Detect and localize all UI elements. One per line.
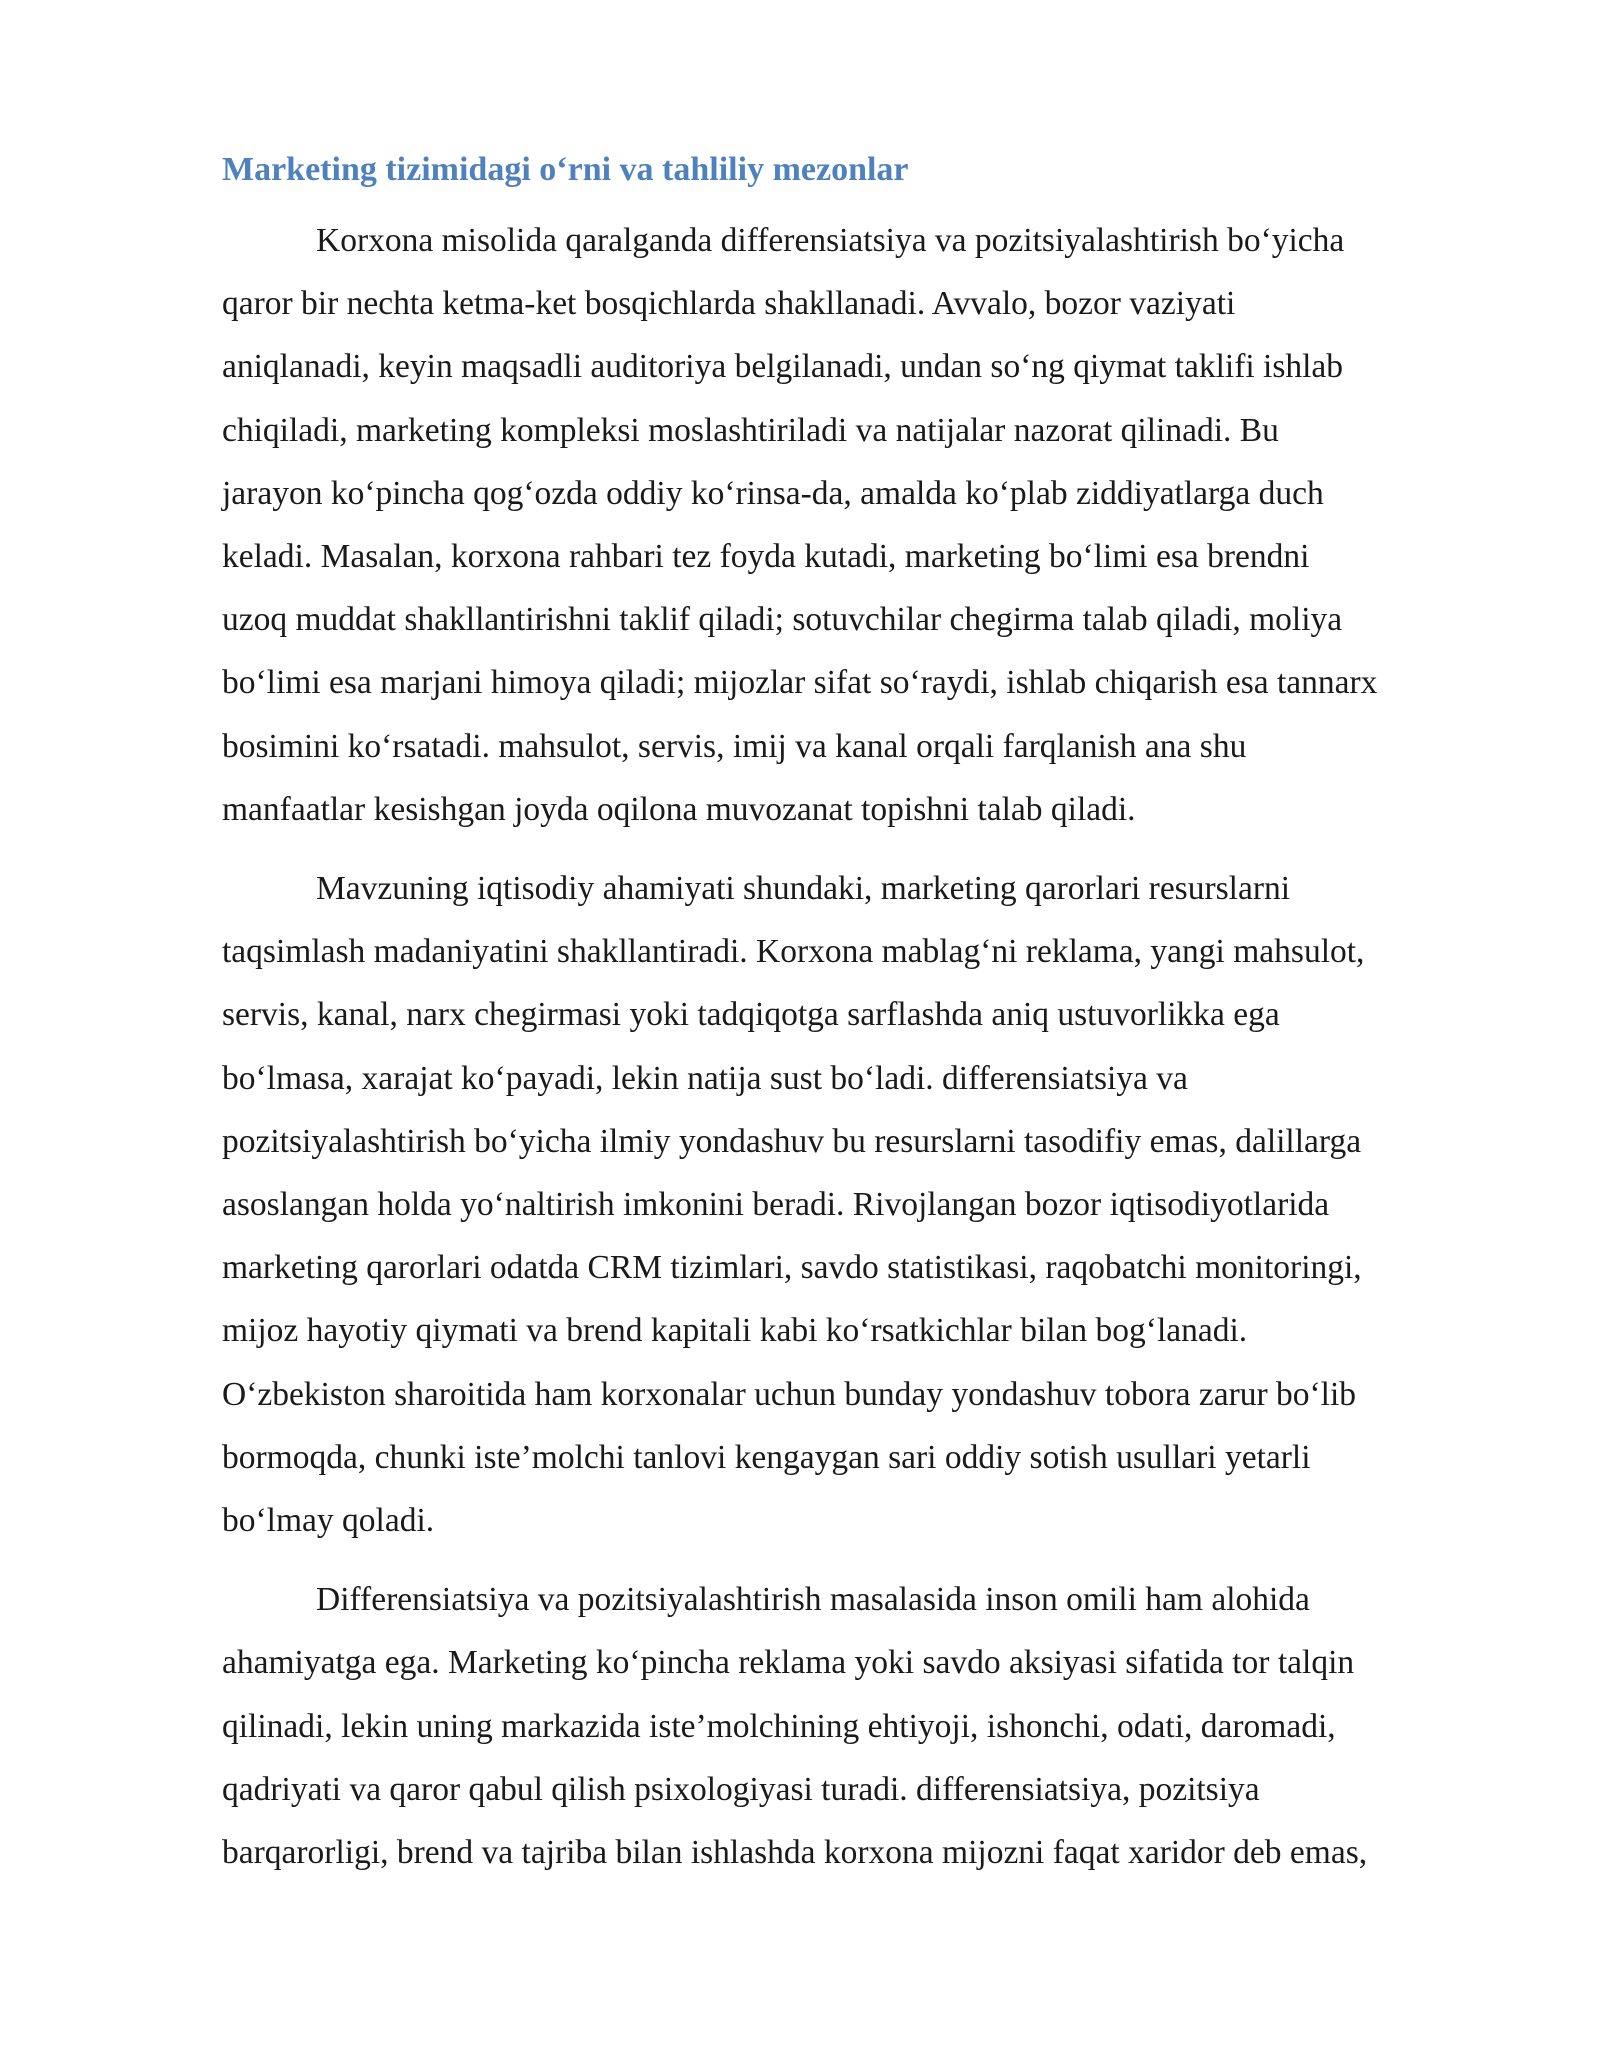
paragraph-line: mijoz hayotiy qiymati va brend kapitali kabi ko‘rsatkichlar bilan bog‘lanadi. [222,1312,1248,1350]
paragraph-line: qaror bir nechta ketma-ket bosqichlarda shakllanadi. Avvalo, bozor vaziyati [222,285,1236,323]
paragraph-line: uzoq muddat shakllantirishni taklif qiladi; sotuvchilar chegirma talab qiladi, moliya [222,601,1343,639]
paragraph-line: jarayon ko‘pincha qog‘ozda oddiy ko‘rinsa-da, amalda ko‘plab ziddiyatlarga duch [222,474,1324,512]
paragraph-line: taqsimlash madaniyatini shakllantiradi. Korxona mablag‘ni reklama, yangi mahsulot, [222,933,1365,971]
paragraph-line: marketing qarorlari odatda CRM tizimlari, savdo statistikasi, raqobatchi monitoringi, [222,1249,1362,1287]
paragraph-line: qadriyati va qaror qabul qilish psixologiyasi turadi. differensiatsiya, pozitsiya [222,1770,1260,1808]
paragraph-line: bo‘lmay qoladi. [222,1502,435,1540]
paragraph-line: barqarorligi, brend va tajriba bilan ishlashda korxona mijozni faqat xaridor deb emas, [222,1834,1368,1872]
paragraph-line: servis, kanal, narx chegirmasi yoki tadqiqotga sarflashda aniq ustuvorlikka ega [222,996,1280,1034]
paragraph-line: chiqiladi, marketing kompleksi moslashtiriladi va natijalar nazorat qilinadi. Bu [222,411,1279,449]
paragraph-line: bosimini ko‘rsatadi. mahsulot, servis, imij va kanal orqali farqlanish ana shu [222,727,1247,765]
paragraph-line: bo‘lmasa, xarajat ko‘payadi, lekin natija sust bo‘ladi. differensiatsiya va [222,1059,1188,1097]
paragraph-line: bo‘limi esa marjani himoya qiladi; mijozlar sifat so‘raydi, ishlab chiqarish esa tannarx [222,664,1378,702]
paragraph-container [222,209,1486,1884]
section-heading: Marketing tizimidagi o‘rni va tahliliy mezonlar [222,151,909,188]
paragraph-line: aniqlanadi, keyin maqsadli auditoriya belgilanadi, undan so‘ng qiymat taklifi ishlab [222,348,1344,386]
paragraph-line: Korxona misolida qaralganda differensiatsiya va pozitsiyalashtirish bo‘yicha [316,222,1345,259]
paragraph-line: keladi. Masalan, korxona rahbari tez foyda kutadi, marketing bo‘limi esa brendni [222,538,1310,576]
body-paragraph [222,209,1486,841]
paragraph-line: ahamiyatga ega. Marketing ko‘pincha reklama yoki savdo aksiyasi sifatida tor talqin [222,1644,1355,1682]
paragraph-line: asoslangan holda yo‘naltirish imkonini beradi. Rivojlangan bozor iqtisodiyotlarida [222,1186,1330,1224]
body-paragraph [222,857,1486,1552]
paragraph-line: manfaatlar kesishgan joyda oqilona muvozanat topishni talab qiladi. [222,790,1136,828]
paragraph-line: Mavzuning iqtisodiy ahamiyati shundaki, marketing qarorlari resurslarni [316,870,1291,908]
body-paragraph [222,1568,1486,1884]
document-body [222,146,1486,1900]
paragraph-line: Differensiatsiya va pozitsiyalashtirish masalasida inson omili ham alohida [316,1581,1310,1619]
paragraph-line: qilinadi, lekin uning markazida iste’molchining ehtiyoji, ishonchi, odati, daromadi, [222,1707,1336,1745]
paragraph-line: pozitsiyalashtirish bo‘yicha ilmiy yondashuv bu resurslarni tasodifiy emas, dalillarga [222,1122,1362,1160]
paragraph-line: bormoqda, chunki iste’molchi tanlovi kengaygan sari oddiy sotish usullari yetarli [222,1438,1311,1476]
paragraph-line: O‘zbekiston sharoitida ham korxonalar uchun bunday yondashuv tobora zarur bo‘lib [222,1375,1357,1413]
